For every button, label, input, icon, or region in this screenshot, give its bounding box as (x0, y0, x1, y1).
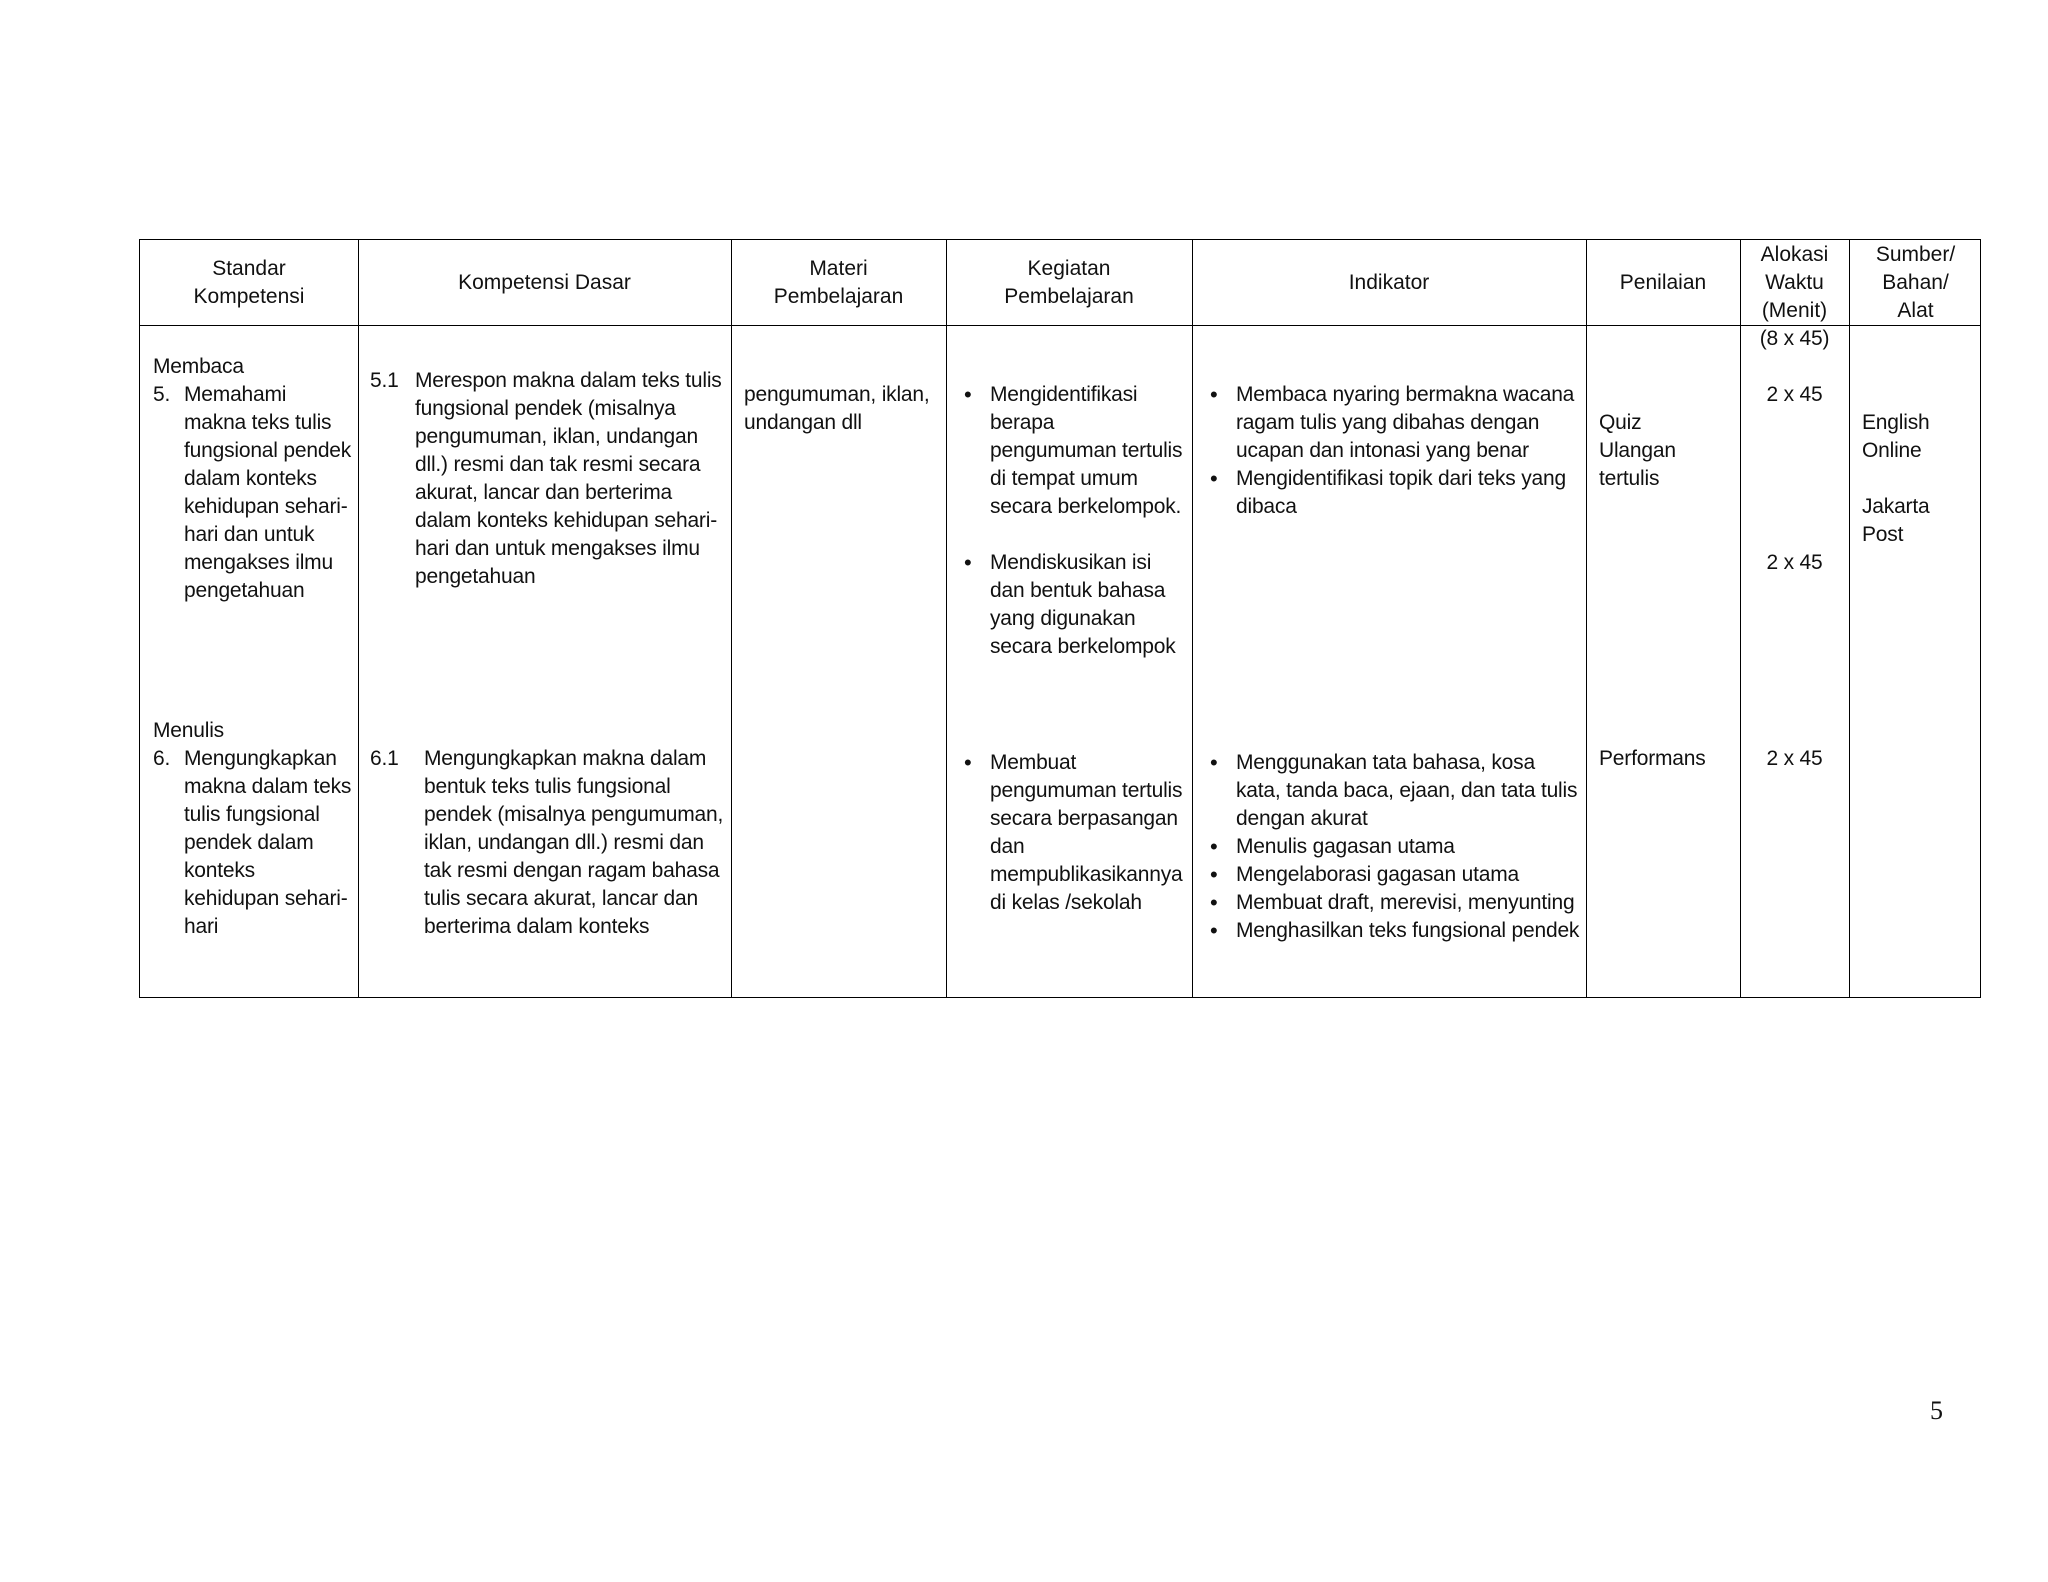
kd-menulis (370, 745, 730, 941)
header-alokasi-waktu: Alokasi Waktu (Menit) (1760, 242, 1829, 322)
column-divider (1740, 240, 1741, 997)
list-item: • Menulis gagasan utama (1204, 833, 1584, 861)
column-divider (1192, 240, 1193, 997)
column-divider (946, 240, 947, 997)
column-divider (731, 240, 732, 997)
materi-membaca: pengumuman, iklan, undangan dll (744, 383, 930, 434)
kd-number: 5.1 (370, 369, 399, 392)
column-divider (1849, 240, 1850, 997)
alokasi-membaca-2: 2 x 45 (1766, 551, 1823, 574)
indikator-membaca-list (1204, 381, 1584, 521)
sk-text: Memahami makna teks tulis fungsional pendek dalam konteks kehidupan sehari- hari dan untuk mengakses ilmu pengetahuan (184, 383, 352, 602)
header-kegiatan: Kegiatan Pembelajaran (1004, 256, 1134, 308)
sk-number: 5. (153, 383, 171, 406)
header-standar-kompetensi: Standar Kompetensi (193, 256, 305, 308)
alokasi-total: (8 x 45) (1759, 327, 1830, 350)
sumber-english-online: English Online (1862, 411, 1930, 462)
alokasi-membaca-1: 2 x 45 (1766, 383, 1823, 406)
sk-number: 6. (153, 747, 171, 770)
kegiatan-membaca-list (958, 381, 1190, 661)
header-sumber: Sumber/ Bahan/ Alat (1875, 242, 1956, 322)
header-materi: Materi Pembelajaran (773, 256, 904, 308)
list-item: • Mengelaborasi gagasan utama (1204, 861, 1584, 889)
list-item: • Mengidentifikasi topik dari teks yang dibaca (1204, 465, 1584, 521)
penilaian-membaca: Quiz Ulangan tertulis (1599, 411, 1676, 490)
kd-text: Mengungkapkan makna dalam bentuk teks tulis fungsional pendek (misalnya pengumuman, iklan, undangan dll.) resmi dan tak resmi dengan ragam bahasa tulis secara akurat, lancar dan berterima dalam konteks (424, 747, 724, 938)
column-divider (358, 240, 359, 997)
page-number: 5 (1930, 1396, 1943, 1425)
kd-membaca (370, 367, 730, 591)
list-item: • Membuat pengumuman tertulis secara berpasangan dan mempublikasikannya di kelas /sekolah (958, 749, 1190, 917)
kd-number: 6.1 (370, 747, 399, 770)
sumber-jakarta-post: Jakarta Post (1862, 495, 1930, 546)
kd-text: Merespon makna dalam teks tulis fungsional pendek (misalnya pengumuman, iklan, undangan dll.) resmi dan tak resmi secara akurat, lancar dan berterima dalam konteks kehidupan sehari- hari dan untuk mengakses ilmu pengetahuan (415, 369, 722, 588)
indikator-menulis-list (1204, 749, 1584, 945)
sk-text: Mengungkapkan makna dalam teks tulis fungsional pendek dalam konteks kehidupan sehari- hari (184, 747, 352, 938)
list-item: • Mengidentifikasi berapa pengumuman tertulis di tempat umum secara berkelompok. (958, 381, 1190, 521)
penilaian-menulis: Performans (1599, 747, 1706, 770)
list-item: • Membuat draft, merevisi, menyunting (1204, 889, 1584, 917)
list-item: • Mendiskusikan isi dan bentuk bahasa yang digunakan secara berkelompok (958, 549, 1190, 661)
sk-membaca (153, 381, 358, 605)
list-item: • Menggunakan tata bahasa, kosa kata, tanda baca, ejaan, dan tata tulis dengan akurat (1204, 749, 1584, 833)
aspect-menulis: Menulis (153, 719, 224, 742)
header-indikator: Indikator (1348, 270, 1430, 294)
kegiatan-menulis-list (958, 749, 1190, 917)
alokasi-menulis: 2 x 45 (1766, 747, 1823, 770)
header-kompetensi-dasar: Kompetensi Dasar (458, 270, 631, 294)
header-penilaian: Penilaian (1619, 270, 1707, 294)
list-item: • Menghasilkan teks fungsional pendek (1204, 917, 1584, 945)
column-divider (1586, 240, 1587, 997)
list-item: • Membaca nyaring bermakna wacana ragam tulis yang dibahas dengan ucapan dan intonasi yang benar (1204, 381, 1584, 465)
aspect-membaca: Membaca (153, 355, 244, 378)
silabus-table (139, 239, 1981, 998)
sk-menulis (153, 745, 358, 941)
header-divider (140, 325, 1980, 326)
